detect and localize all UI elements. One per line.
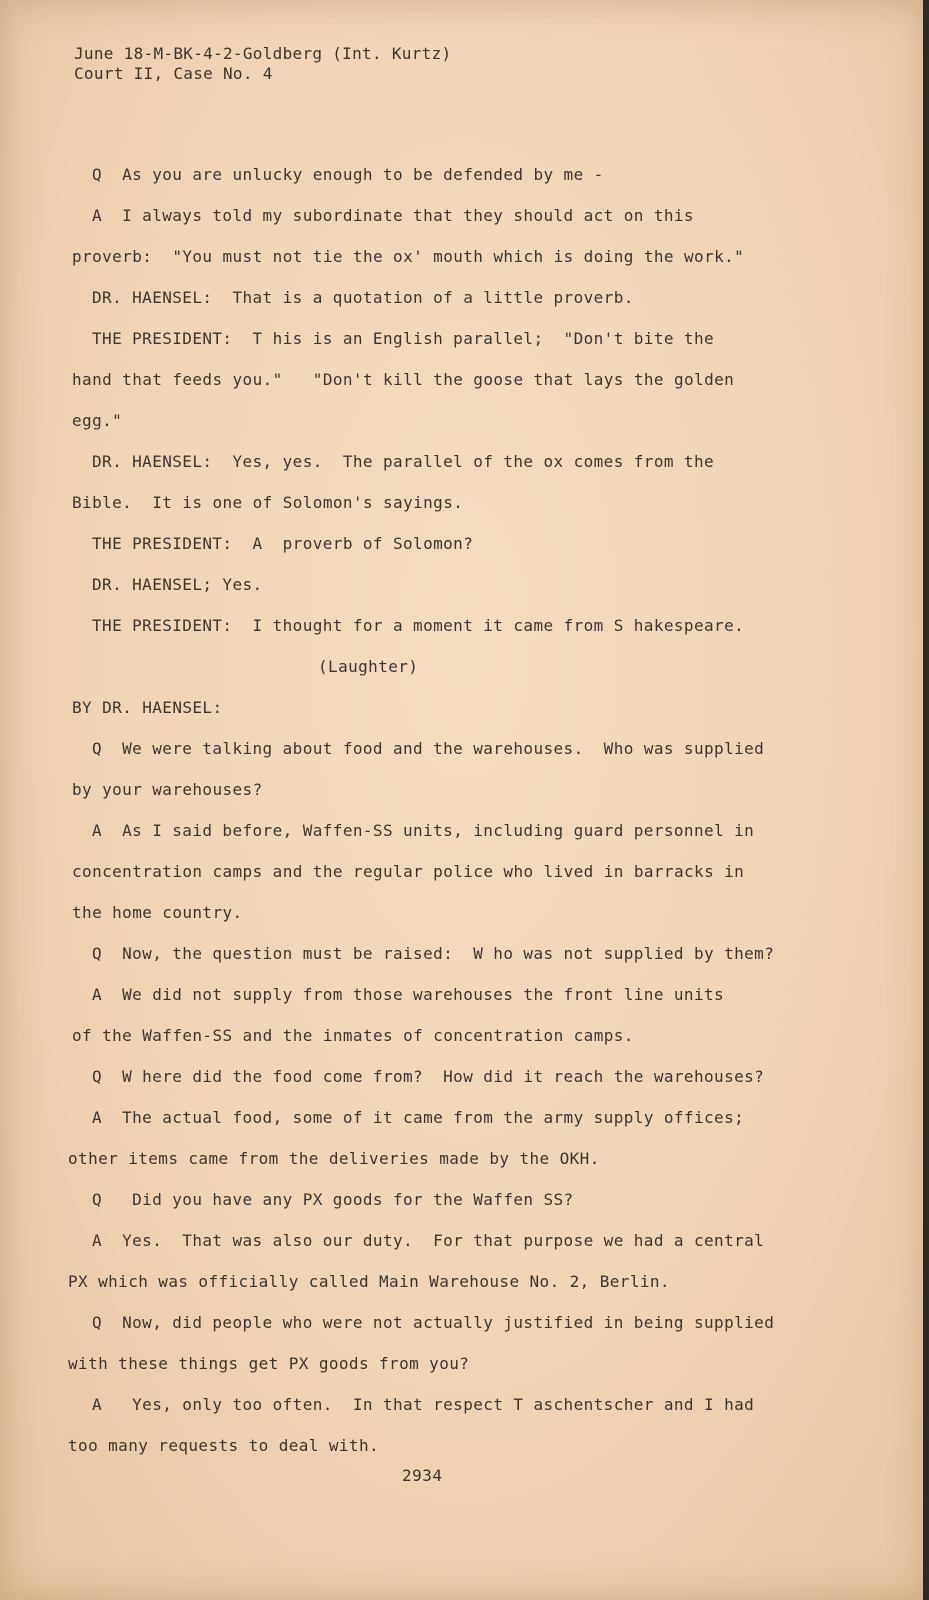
- transcript-line: A Yes, only too often. In that respect T aschentscher and I had: [92, 1395, 755, 1414]
- transcript-line: Q As you are unlucky enough to be defended by me -: [92, 165, 604, 184]
- transcript-line: Q We were talking about food and the warehouses. Who was supplied: [92, 739, 765, 758]
- transcript-line: PX which was officially called Main Warehouse No. 2, Berlin.: [68, 1272, 670, 1291]
- transcript-line: Q Now, did people who were not actually justified in being supplied: [92, 1313, 775, 1332]
- transcript-line: concentration camps and the regular police who lived in barracks in: [72, 862, 745, 881]
- transcript-line: A We did not supply from those warehouses the front line units: [92, 985, 725, 1004]
- transcript-line: BY DR. HAENSEL:: [72, 698, 223, 717]
- transcript-line: THE PRESIDENT: A proverb of Solomon?: [92, 534, 474, 553]
- transcript-line: hand that feeds you." "Don't kill the goose that lays the golden: [72, 370, 735, 389]
- page-number: 2934: [402, 1466, 443, 1485]
- transcript-line: proverb: "You must not tie the ox' mouth which is doing the work.": [72, 247, 745, 266]
- transcript-line: of the Waffen-SS and the inmates of concentration camps.: [72, 1026, 634, 1045]
- transcript-line: (Laughter): [318, 657, 419, 676]
- transcript-line: A As I said before, Waffen-SS units, including guard personnel in: [92, 821, 755, 840]
- transcript-line: Bible. It is one of Solomon's sayings.: [72, 493, 464, 512]
- header-reference: June 18-M-BK-4-2-Goldberg (Int. Kurtz): [74, 44, 452, 63]
- transcript-line: the home country.: [72, 903, 243, 922]
- transcript-line: DR. HAENSEL: Yes, yes. The parallel of the ox comes from the: [92, 452, 715, 471]
- transcript-line: egg.": [72, 411, 123, 430]
- transcript-line: THE PRESIDENT: I thought for a moment it came from S hakespeare.: [92, 616, 745, 635]
- header-court-case: Court II, Case No. 4: [74, 64, 273, 83]
- transcript-line: other items came from the deliveries made by the OKH.: [68, 1149, 600, 1168]
- transcript-line: too many requests to deal with.: [68, 1436, 380, 1455]
- transcript-line: A Yes. That was also our duty. For that purpose we had a central: [92, 1231, 765, 1250]
- transcript-line: A I always told my subordinate that they should act on this: [92, 206, 694, 225]
- transcript-line: by your warehouses?: [72, 780, 263, 799]
- transcript-line: A The actual food, some of it came from the army supply offices;: [92, 1108, 745, 1127]
- transcript-line: with these things get PX goods from you?: [68, 1354, 470, 1373]
- transcript-line: Q Now, the question must be raised: W ho was not supplied by them?: [92, 944, 775, 963]
- transcript-line: THE PRESIDENT: T his is an English parallel; "Don't bite the: [92, 329, 715, 348]
- transcript-line: DR. HAENSEL; Yes.: [92, 575, 263, 594]
- transcript-line: DR. HAENSEL: That is a quotation of a little proverb.: [92, 288, 634, 307]
- transcript-line: Q Did you have any PX goods for the Waffen SS?: [92, 1190, 574, 1209]
- transcript-line: Q W here did the food come from? How did it reach the warehouses?: [92, 1067, 765, 1086]
